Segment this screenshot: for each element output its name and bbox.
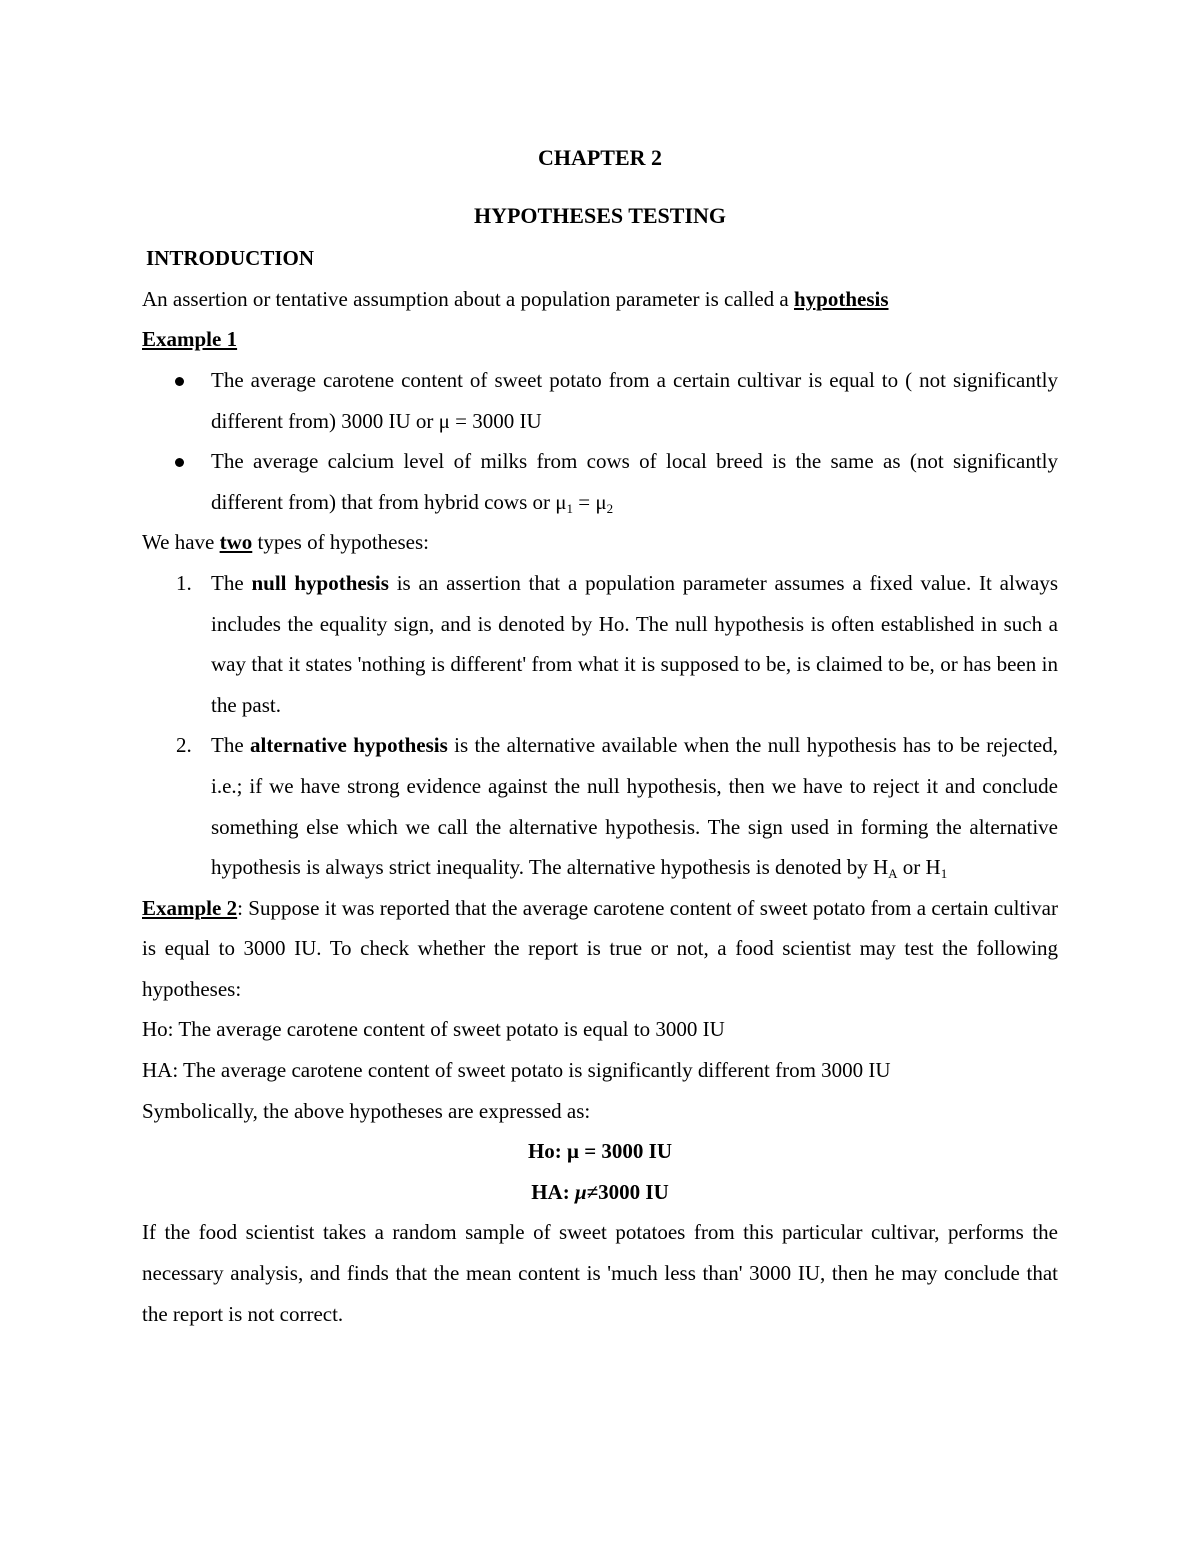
item-term: alternative hypothesis	[250, 733, 448, 758]
bullet-text-mid: = μ	[573, 489, 607, 514]
subscript: 1	[566, 500, 574, 516]
conclusion-paragraph: If the food scientist takes a random sample of sweet potatoes from this particular cultivar, performs the necessary analysis, and finds that the mean content is 'much less than' 3000 IU, then he may conclude that the report is not correct.	[142, 1220, 1058, 1326]
item-term: null hypothesis	[251, 570, 389, 595]
types-intro	[142, 522, 1058, 563]
bullet-text: The average carotene content of sweet potato from a certain cultivar is equal to ( not significantly different from) 3000 IU or μ = 3000 IU	[211, 367, 1058, 433]
item-text-or: or H	[897, 855, 941, 880]
example-2-text: : Suppose it was reported that the average carotene content of sweet potato from a certain cultivar is equal to 3000 IU. To check whether the report is true or not, a food scientist may test the following hypotheses:	[142, 895, 1058, 1001]
item-text: The	[211, 570, 252, 595]
bullet-icon	[175, 458, 184, 467]
bullet-icon	[175, 377, 184, 386]
document-page	[142, 138, 1058, 1334]
types-count: two	[219, 530, 253, 555]
null-hypothesis-statement: Ho: The average carotene content of sweet potato is equal to 3000 IU	[142, 1017, 725, 1042]
item-text: The	[211, 733, 251, 758]
list-item	[142, 563, 1058, 725]
list-number: 1.	[176, 570, 192, 595]
example-2-paragraph	[142, 888, 1058, 1010]
formula-value: ≠3000 IU	[586, 1179, 669, 1204]
example-1-label: Example 1	[142, 327, 238, 352]
mu-symbol: μ	[574, 1179, 587, 1204]
definition-text: An assertion or tentative assumption about a population parameter is called a	[142, 286, 794, 311]
list-number: 2.	[176, 733, 192, 758]
alternative-hypothesis-statement: HA: The average carotene content of sweet potato is significantly different from 3000 IU	[142, 1058, 891, 1083]
formula-label: HA:	[531, 1179, 575, 1204]
list-item	[142, 725, 1058, 887]
list-item	[142, 360, 1058, 441]
subscript: 2	[606, 500, 614, 516]
types-text-post: types of hypotheses:	[252, 530, 430, 555]
symbolic-intro: Symbolically, the above hypotheses are expressed as:	[142, 1098, 591, 1123]
types-text: We have	[142, 530, 220, 555]
subscript: 1	[940, 866, 948, 882]
subscript: A	[888, 866, 898, 882]
item-text-post: is an assertion that a population parameter assumes a fixed value. It always includes the equality sign, and is denoted by Ho. The null hypothesis is often established in such a way that it states 'nothing is different' from what it is supposed to be, is claimed to be, or has been in the past.	[211, 570, 1058, 717]
hypothesis-definition	[142, 279, 1058, 320]
section-heading-introduction: INTRODUCTION	[146, 246, 315, 271]
definition-term: hypothesis	[793, 286, 889, 311]
list-item	[142, 441, 1058, 522]
page-title: HYPOTHESES TESTING	[473, 202, 727, 228]
formula-null: Ho: μ = 3000 IU	[527, 1139, 673, 1164]
bullet-text: The average calcium level of milks from cows of local breed is the same as (not significantly different from) that from hybrid cows or μ	[211, 449, 1058, 514]
item-text-post: is the alternative available when the null hypothesis has to be rejected, i.e.; if we have strong evidence against the null hypothesis, then we have to reject it and conclude something else which we call the alternative hypothesis. The sign used in forming the alternative hypothesis is always strict inequality. The alternative hypothesis is denoted by H	[211, 733, 1058, 880]
example-2-label: Example 2	[142, 895, 238, 920]
formula-alternative	[142, 1172, 1058, 1213]
chapter-heading: CHAPTER 2	[537, 145, 663, 170]
